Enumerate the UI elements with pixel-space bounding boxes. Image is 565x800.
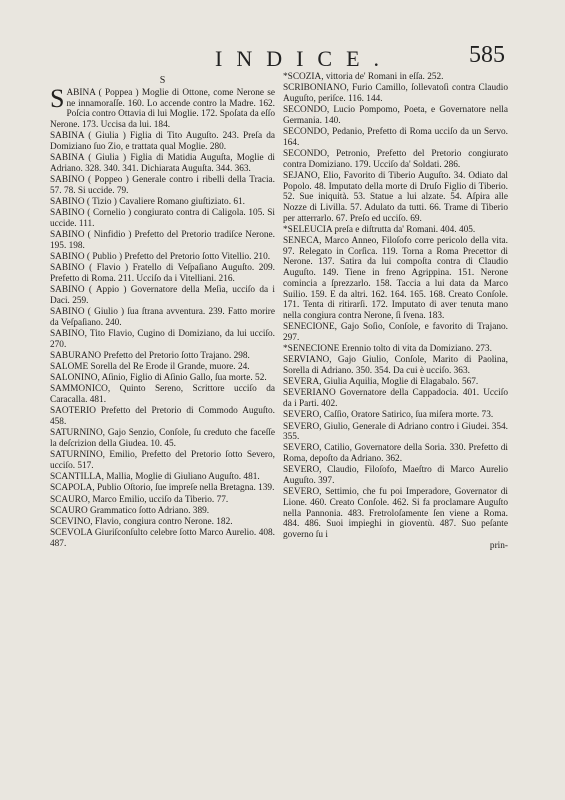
index-column-right bbox=[283, 72, 508, 552]
index-entry: SEVERO, Caſſio, Oratore Satirico, ſua miſera morte. 73. bbox=[283, 410, 494, 421]
index-entry: SABINA ( Giulia ) Figlia di Tito Auguſto. 243. Preſa da Domiziano ſuo Zio, e trattata qual Moglie. 280. bbox=[50, 131, 275, 153]
page-title: INDICE. bbox=[215, 46, 394, 71]
right-entry-list bbox=[283, 72, 508, 541]
index-entry: SECONDO, Lucio Pompomo, Poeta, e Governatore nella Germania. 140. bbox=[283, 105, 508, 126]
index-entry bbox=[50, 84, 275, 131]
index-entry: *SENECIONE Erennio tolto di vita da Domiziano. 273. bbox=[283, 344, 492, 355]
index-entry: SCEVINO, Flavio, congiura contro Nerone. 182. bbox=[50, 516, 233, 527]
index-entry: SALONINO, Aſinio, Figlio di Aſinio Gallo, ſua morte. 52. bbox=[50, 373, 267, 384]
index-entry: SERVIANO, Gajo Giulio, Conſole, Marito di Paolina, Sorella di Adriano. 350. 354. Da cui è ucciſo. 363. bbox=[283, 355, 508, 376]
index-entry: SCANTILLA, Mallia, Moglie di Giuliano Auguſto. 481. bbox=[50, 472, 260, 483]
index-entry: SEVERO, Catilio, Governatore della Soria. 330. Prefetto di Roma, depoſto da Adriano. 362. bbox=[283, 443, 508, 465]
index-entry: SCAURO Grammatico ſotto Adriano. 389. bbox=[50, 505, 210, 516]
index-column-left bbox=[50, 76, 275, 550]
index-entry: SENECIONE, Gajo Soſio, Conſole, e favorito di Trajano. 297. bbox=[283, 322, 508, 343]
index-entry: SATURNINO, Gajo Senzio, Conſole, ſu creduto che faceſſe la deſcrizion della Giudea. 10. 45. bbox=[50, 428, 275, 449]
index-entry: SEVERO, Settimio, che fu poi Imperadore, Governator di Lione. 460. Creato Conſole. 462. Si fa proclamare Auguſto nella Pannonia. 483. Fretroloſamente ſen viene a Roma. 484. 486. Suoi impieghi in gioventù. 487. Suo peſante governo ſu i bbox=[283, 487, 508, 541]
index-entry: *SELEUCIA preſa e diſtrutta da' Romani. 404. 405. bbox=[283, 224, 476, 235]
index-entry: SABINO ( Cornelio ) congiurato contra di Caligola. 105. Si uccide. 111. bbox=[50, 208, 275, 229]
index-entry: SECONDO, Pedanio, Prefetto di Roma ucciſo da un Servo. 164. bbox=[283, 127, 508, 148]
index-entry: SAMMONICO, Quinto Sereno, Scrittore ucciſo da Caracalla. 481. bbox=[50, 384, 275, 406]
entry-text: ABINA ( Poppea ) Moglie di Ottone, come Nerone se ne innamoraſſe. 160. Lo accende contro la Madre. 162. Poſcia contro Ottavia di lui Moglie. 172. Spoſata da eſſo Nerone. 173. Uccisa da lui. 184. bbox=[50, 88, 275, 131]
index-entry: SCEVOLA Giuriſconſulto celebre ſotto Marco Aurelio. 408. 487. bbox=[50, 528, 275, 549]
index-entry: SABINO ( Giulio ) ſua ſtrana avventura. 239. Fatto morire da Veſpaſiano. 240. bbox=[50, 307, 275, 328]
index-entry: SAOTERIO Prefetto del Pretorio di Commodo Auguſto. 458. bbox=[50, 406, 275, 428]
index-entry: SABINO ( Poppeo ) Generale contro i ribelli della Tracia. 57. 78. Si uccide. 79. bbox=[50, 175, 275, 196]
index-entry: SEVERO, Claudio, Filoſofo, Maeſtro di Marco Aurelio Auguſto. 397. bbox=[283, 465, 508, 487]
drop-cap: S bbox=[50, 84, 65, 113]
index-entry: SABINO ( Flavio ) Fratello di Veſpaſiano Auguſto. 209. Prefetto di Roma. 211. Ucciſo da i Vitelliani. 216. bbox=[50, 263, 275, 284]
index-entry: SABINO ( Appio ) Governatore della Meſia, ucciſo da i Daci. 259. bbox=[50, 285, 275, 306]
index-entry: SCAURO, Marco Emilio, ucciſo da Tiberio. 77. bbox=[50, 494, 229, 505]
left-entry-list bbox=[50, 131, 275, 549]
catchword: prin- bbox=[489, 541, 508, 552]
index-entry: SATURNINO, Emilio, Prefetto del Pretorio ſotto Severo, ucciſo. 517. bbox=[50, 450, 275, 471]
index-entry: SABINA ( Giulia ) Figlia di Matidia Auguſta, Moglie di Adriano. 328. 340. 341. Dichiarata Auguſta. 344. 363. bbox=[50, 153, 275, 174]
index-entry: SENECA, Marco Anneo, Filoſofo corre pericolo della vita. 97. Relegato in Corſica. 119. Torna a Roma Precettor di Nerone. 137. Satira da lui compoſta contra di Claudio Auguſto. 149. Tiene in freno Agrippina. 151. Nerone comincia a ſprezzarlo. 158. Taccia a lui data da Marco Suilio. 159. E da altri. 162. 164. 165. 168. Creato Conſole. 171. Tenta di ritirarſi. 172. Imputato di aver tenuta mano nella congiura contra Nerone, ſi ſvena. 183. bbox=[283, 236, 508, 321]
index-entry: SABINO ( Ninfidio ) Prefetto del Pretorio tradiſce Nerone. 195. 198. bbox=[50, 230, 275, 251]
page-header bbox=[40, 42, 525, 74]
page-number: 585 bbox=[469, 42, 505, 68]
index-entry: SALOME Sorella del Re Erode il Grande, muore. 24. bbox=[50, 362, 250, 373]
index-entry: SEVERIANO Governatore della Cappadocia. 401. Ucciſo da i Parti. 402. bbox=[283, 388, 508, 410]
index-entry: *SCOZIA, vittoria de' Romani in eſſa. 252. bbox=[283, 72, 444, 82]
index-entry: SEVERA, Giulia Aquilia, Moglie di Elagabalo. 567. bbox=[283, 377, 479, 388]
section-letter: S bbox=[159, 75, 166, 86]
index-entry: SABINO ( Tizio ) Cavaliere Romano giuſtiziato. 61. bbox=[50, 197, 245, 208]
index-entry: SCRIBONIANO, Furio Camillo, ſollevatoſi contra Claudio Auguſto, periſce. 116. 144. bbox=[283, 83, 508, 104]
index-entry: SABINO, Tito Flavio, Cugino di Domiziano, da lui ucciſo. 270. bbox=[50, 328, 275, 350]
index-entry: SEJANO, Elio, Favorito di Tiberio Auguſto. 34. Odiato dal Popolo. 48. Imputato della morte di Druſo Figlio di Tiberio. 52. Sue iniquità. 53. Statue a lui alzate. 54. Aſpira alle Nozze di Livilla. 57. Adulato da tutti. 66. Trame di Tiberio per atterrarlo. 67. Preſo ed ucciſo. 69. bbox=[283, 170, 508, 224]
index-entry: SECONDO, Petronio, Prefetto del Pretorio congiurato contra Domiziano. 179. Ucciſo da' Soldati. 286. bbox=[283, 148, 508, 170]
index-entry: SCAPOLA, Publio Oſtorio, ſue impreſe nella Bretagna. 139. bbox=[50, 483, 275, 494]
index-entry: SEVERO, Giulio, Generale di Adriano contro i Giudei. 354. 355. bbox=[283, 421, 508, 443]
index-entry: SABINO ( Publio ) Prefetto del Pretorio ſotto Vitellio. 210. bbox=[50, 252, 271, 263]
index-entry: SABURANO Prefetto del Pretorio ſotto Trajano. 298. bbox=[50, 350, 250, 361]
